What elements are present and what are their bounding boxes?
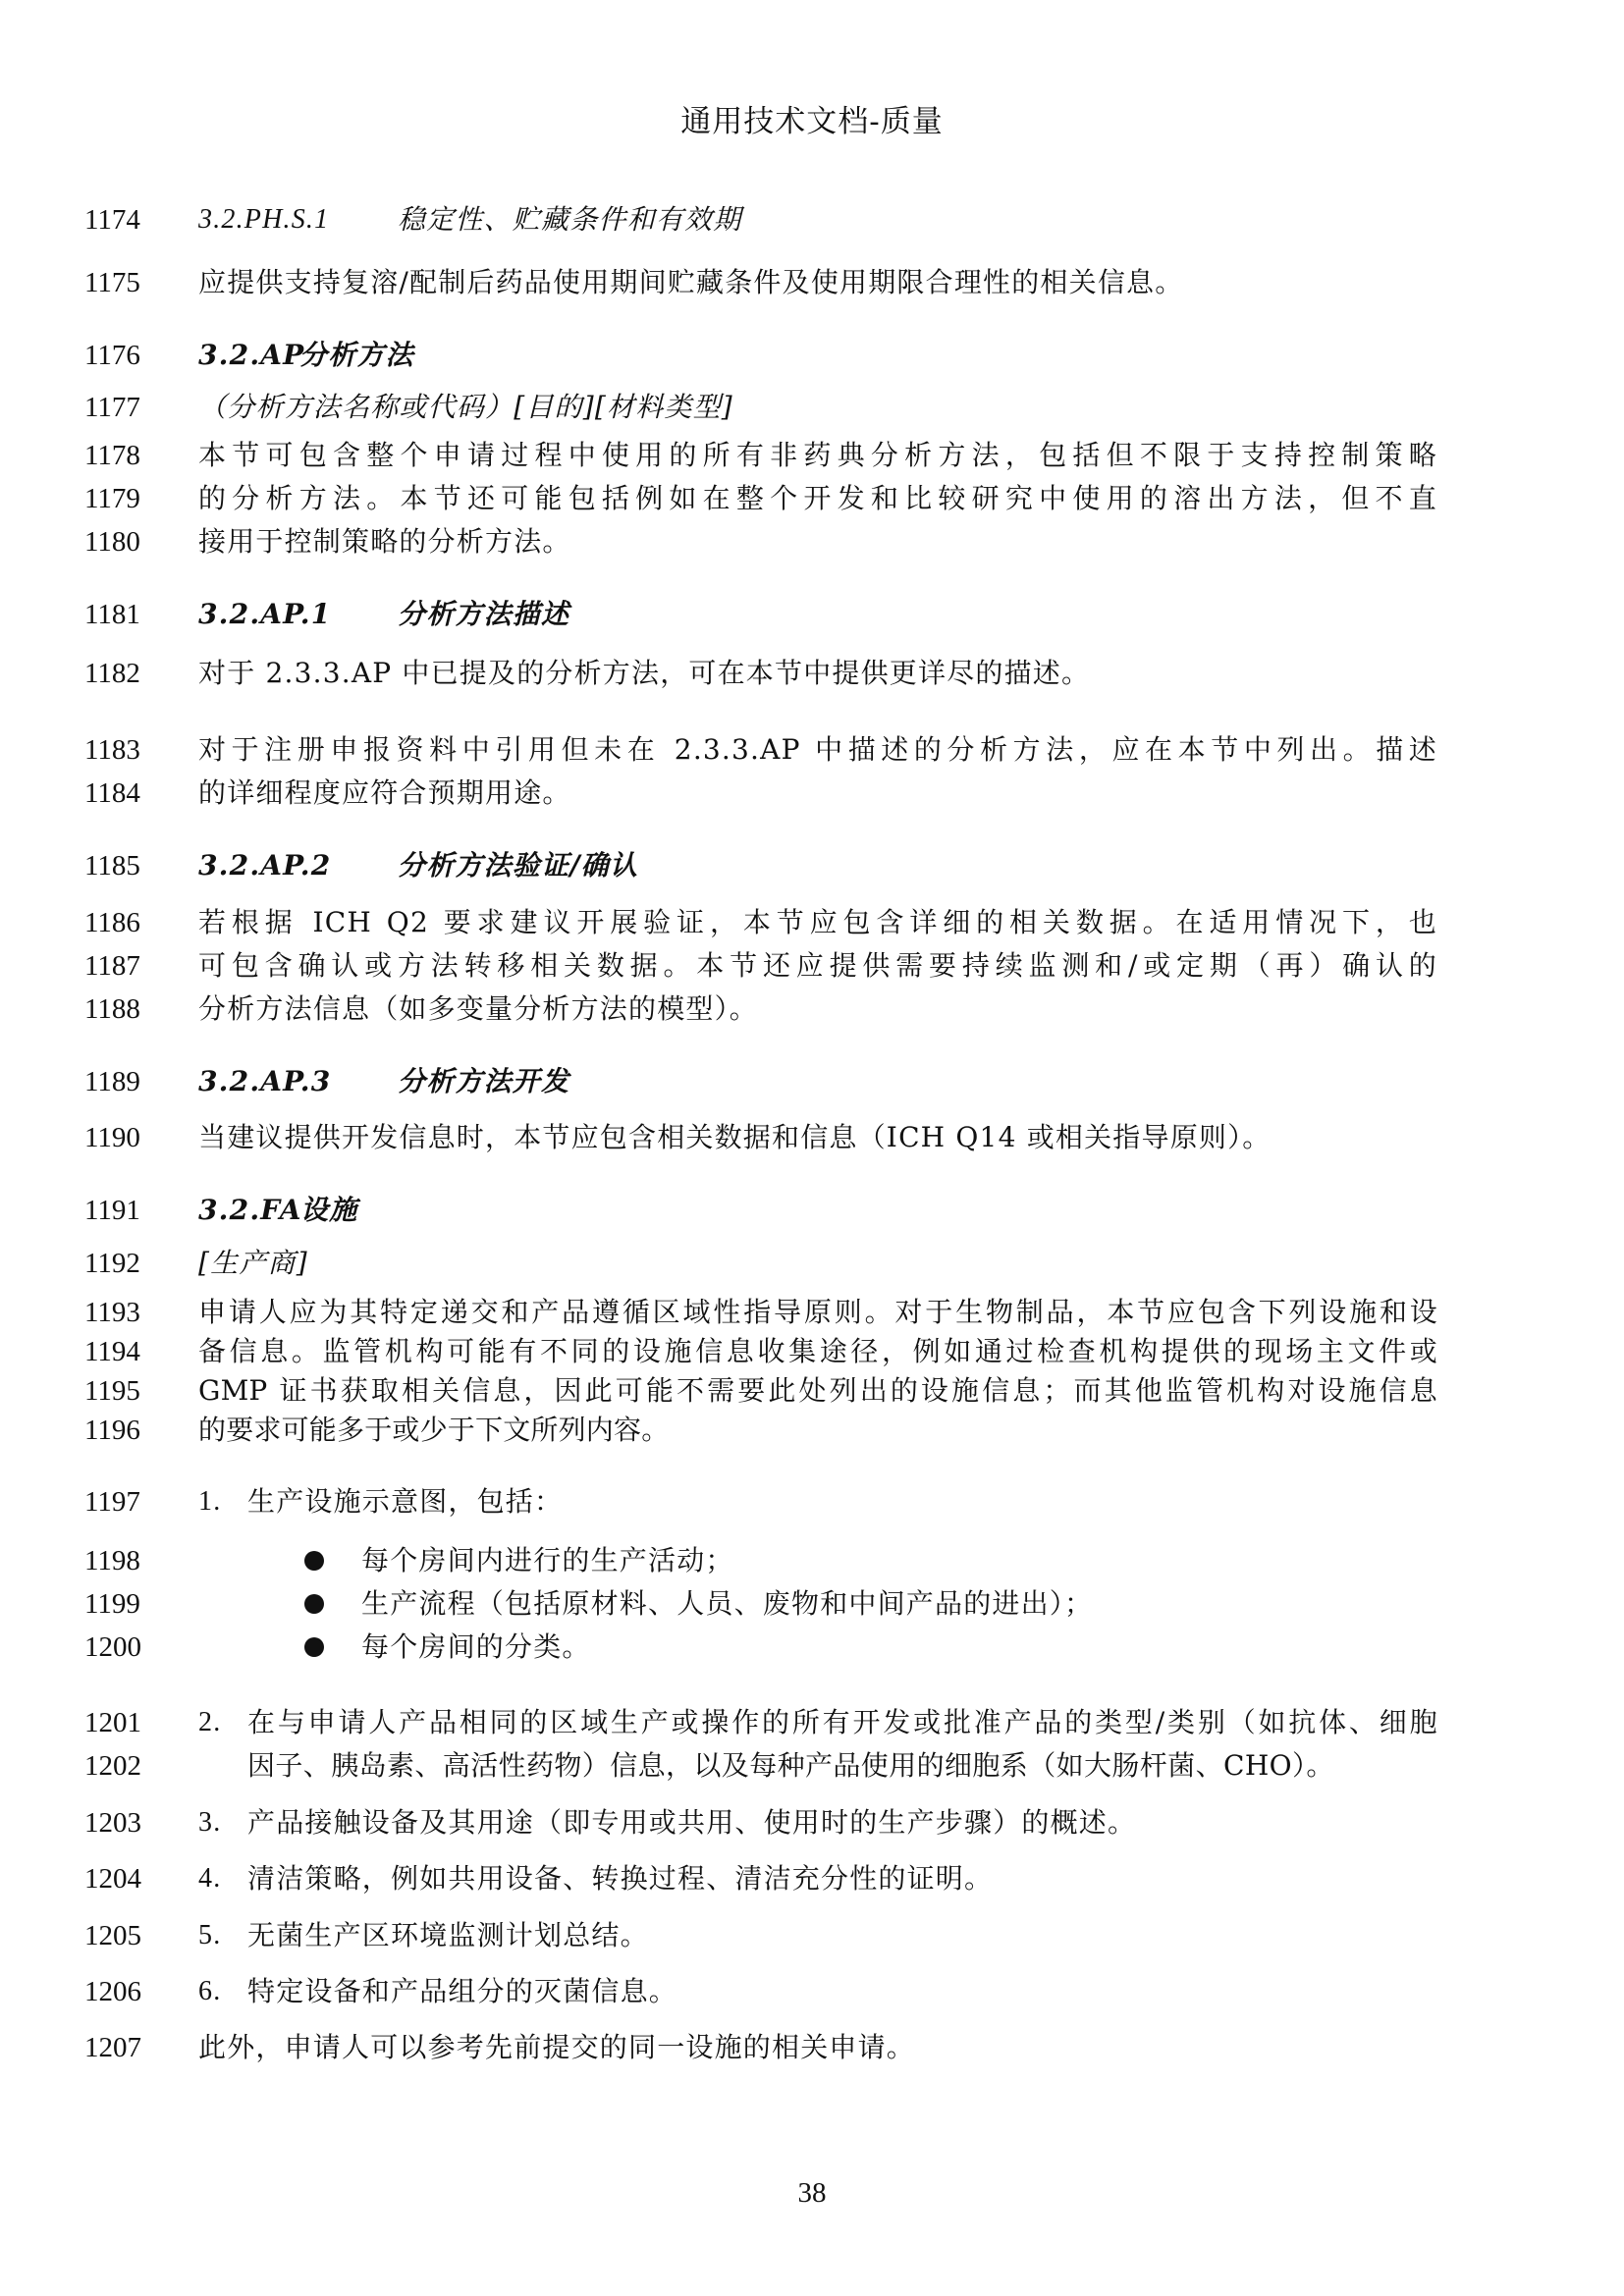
section-title: 设施 [300,1194,358,1226]
line-1189 [0,1060,1624,1103]
line-1182 [0,652,1624,695]
line-number: 1201 [84,1707,141,1738]
line-number: 1174 [84,204,140,236]
line-number: 1177 [84,392,140,423]
section-title: 分析方法描述 [398,598,570,630]
paragraph-text: 分析方法信息（如多变量分析方法的模型）。 [198,992,759,1025]
line-number: 1176 [84,340,140,371]
list-item-text: 清洁策略，例如共用设备、转换过程、清洁充分性的证明。 [247,1862,994,1895]
list-item-text: 无菌生产区环境监测计划总结。 [247,1919,649,1951]
line-number: 1195 [84,1375,140,1407]
line-1193 [0,1291,1624,1334]
line-1200 [0,1626,1624,1669]
line-1198 [0,1539,1624,1582]
paragraph-text: 的要求可能多于或少于下文所列内容。 [198,1414,670,1446]
line-number: 1207 [84,2032,141,2063]
line-number: 1196 [84,1415,140,1446]
line-1177 [0,386,1624,429]
bullet-item-text: 每个房间内进行的生产活动； [361,1544,734,1576]
line-1202 [0,1744,1624,1788]
line-number: 1199 [84,1588,140,1620]
line-number: 1180 [84,526,140,558]
section-title: 分析方法开发 [398,1065,570,1097]
line-number: 1183 [84,734,140,766]
paragraph-text: 的详细程度应符合预期用途。 [198,776,571,809]
page-number: 38 [797,2177,827,2209]
paragraph-text: 的分析方法。本节还可能包括例如在整个开发和比较研究中使用的溶出方法，但不直 [198,482,1437,514]
line-number: 1192 [84,1248,140,1279]
paragraph-text: 备信息。监管机构可能有不同的设施信息收集途径，例如通过检查机构提供的现场主文件或 [198,1335,1437,1367]
line-number: 1185 [84,850,140,881]
line-number: 1197 [84,1486,140,1518]
paragraph-text: 申请人应为其特定递交和产品遵循区域性指导原则。对于生物制品，本节应包含下列设施和设 [198,1296,1437,1328]
line-number: 1189 [84,1066,140,1097]
line-1185 [0,844,1624,887]
line-number: 1175 [84,267,140,298]
line-number: 1202 [84,1750,141,1782]
line-1196 [0,1409,1624,1452]
paragraph-text: 应提供支持复溶/配制后药品使用期间贮藏条件及使用期限合理性的相关信息。 [198,266,1184,298]
paragraph-text: 若根据 ICH Q2 要求建议开展验证，本节应包含详细的相关数据。在适用情况下，也 [198,906,1437,938]
line-number: 1182 [84,658,140,689]
paragraph-text: 本节可包含整个申请过程中使用的所有非药典分析方法，包括但不限于支持控制策略 [198,439,1437,471]
list-item-text: 生产设施示意图，包括： [247,1485,564,1518]
line-1194 [0,1330,1624,1373]
line-number: 1187 [84,950,140,982]
list-number: 4. [198,1863,222,1894]
paragraph-text: 对于 2.3.3.AP 中已提及的分析方法，可在本节中提供更详尽的描述。 [198,657,1091,689]
line-number: 1188 [84,993,140,1025]
running-header: 通用技术文档-质量 [680,104,944,139]
line-number: 1205 [84,1920,141,1951]
line-number: 1203 [84,1807,141,1839]
paragraph-text: 此外，申请人可以参考先前提交的同一设施的相关申请。 [198,2031,916,2063]
line-1201 [0,1701,1624,1744]
line-1204 [0,1857,1624,1900]
list-item-text: 产品接触设备及其用途（即专用或共用、使用时的生产步骤）的概述。 [247,1806,1137,1839]
line-number: 1204 [84,1863,141,1895]
bullet-item-text: 每个房间的分类。 [361,1630,591,1663]
subtitle-text: （分析方法名称或代码）[目的][材料类型] [198,391,733,423]
line-1191 [0,1189,1624,1232]
line-1187 [0,944,1624,988]
subtitle-text: [生产商] [198,1247,308,1279]
line-number: 1178 [84,440,140,471]
section-code: 3.2.AP.3 [198,1065,332,1097]
line-1207 [0,2026,1624,2069]
section-code: 3.2.PH.S.1 [198,204,330,235]
line-1192 [0,1242,1624,1285]
line-1183 [0,728,1624,772]
line-1180 [0,520,1624,563]
line-1186 [0,901,1624,944]
section-title: 稳定性、贮藏条件和有效期 [398,203,742,236]
section-code: 3.2.FA [198,1194,302,1226]
line-number: 1181 [84,599,140,630]
line-number: 1198 [84,1545,140,1576]
list-number: 1. [198,1486,222,1517]
line-1174 [0,198,1624,241]
section-code: 3.2.AP.2 [198,849,332,881]
line-1205 [0,1914,1624,1957]
line-1188 [0,988,1624,1031]
line-1190 [0,1116,1624,1159]
paragraph-text: 对于注册申报资料中引用但未在 2.3.3.AP 中描述的分析方法，应在本节中列出。描述 [198,733,1437,766]
line-1184 [0,772,1624,815]
line-number: 1191 [84,1195,140,1226]
paragraph-text: 接用于控制策略的分析方法。 [198,525,571,558]
list-number: 2. [198,1707,222,1737]
line-1175 [0,261,1624,304]
paragraph-text: 当建议提供开发信息时，本节应包含相关数据和信息（ICH Q14 或相关指导原则）。 [198,1121,1272,1153]
list-item-text: 因子、胰岛素、高活性药物）信息，以及每种产品使用的细胞系（如大肠杆菌、CHO）。 [247,1749,1334,1782]
line-number: 1193 [84,1297,140,1328]
line-number: 1200 [84,1631,141,1663]
line-number: 1184 [84,777,140,809]
bullet-icon [304,1637,324,1657]
line-1179 [0,477,1624,520]
list-item-text: 特定设备和产品组分的灭菌信息。 [247,1975,678,2007]
line-number: 1206 [84,1976,141,2007]
line-number: 1179 [84,483,140,514]
paragraph-text: 可包含确认或方法转移相关数据。本节还应提供需要持续监测和/或定期（再）确认的 [198,949,1437,982]
bullet-item-text: 生产流程（包括原材料、人员、废物和中间产品的进出）； [361,1587,1094,1620]
section-code: 3.2.AP.1 [198,598,332,630]
section-title: 分析方法 [299,339,414,371]
line-1199 [0,1582,1624,1626]
line-1195 [0,1369,1624,1413]
bullet-icon [304,1551,324,1571]
list-number: 5. [198,1920,222,1950]
section-title: 分析方法验证/确认 [398,849,639,881]
bullet-icon [304,1594,324,1614]
line-number: 1186 [84,907,140,938]
line-1197 [0,1480,1624,1523]
line-1181 [0,593,1624,636]
section-code: 3.2.AP [198,339,305,371]
line-1176 [0,334,1624,377]
line-number: 1190 [84,1122,140,1153]
line-1178 [0,434,1624,477]
line-1206 [0,1970,1624,2013]
list-number: 3. [198,1807,222,1838]
line-1203 [0,1801,1624,1844]
paragraph-text: GMP 证书获取相关信息，因此可能不需要此处列出的设施信息；而其他监管机构对设施信息 [198,1374,1437,1407]
list-item-text: 在与申请人产品相同的区域生产或操作的所有开发或批准产品的类型/类别（如抗体、细胞 [247,1706,1437,1738]
line-number: 1194 [84,1336,140,1367]
list-number: 6. [198,1976,222,2006]
